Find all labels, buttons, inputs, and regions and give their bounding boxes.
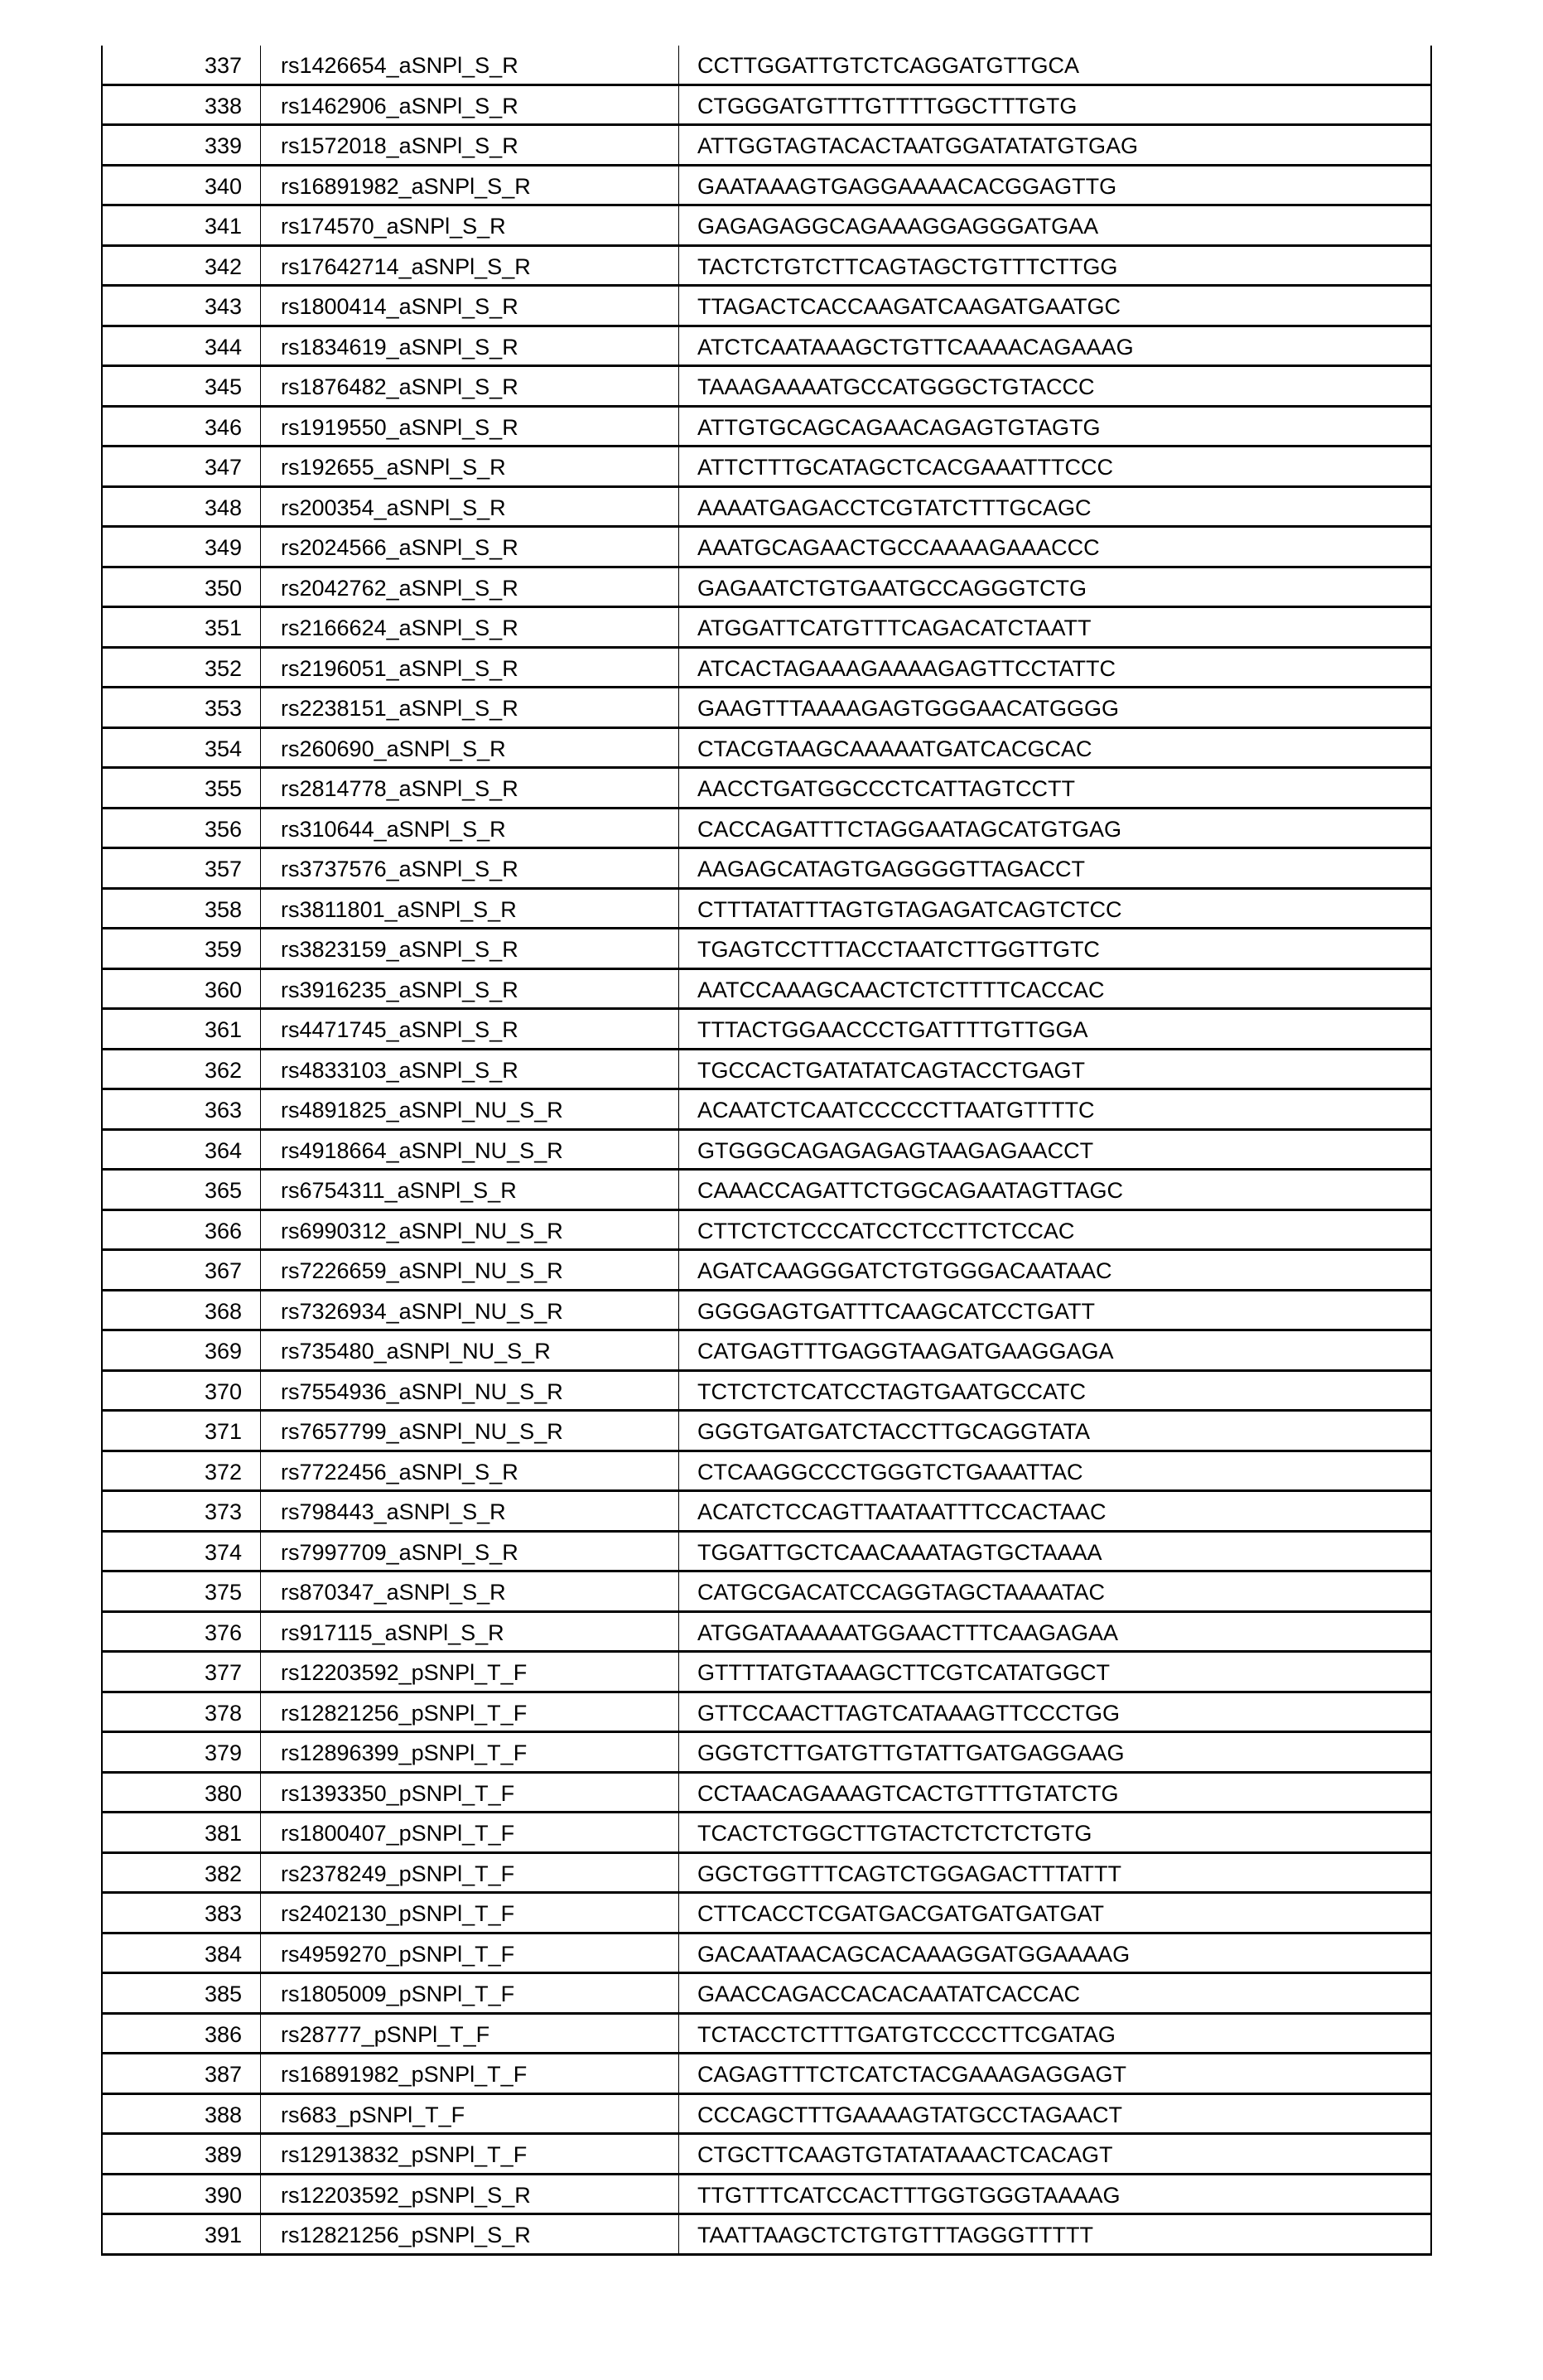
marker-name: rs2042762_aSNPl_S_R (261, 568, 679, 606)
table-row (103, 1452, 1430, 1493)
row-number: 367 (103, 1251, 261, 1289)
row-number: 359 (103, 929, 261, 968)
primer-sequence: TTTACTGGAACCCTGATTTTGTTGGA (679, 1010, 1430, 1048)
marker-name: rs192655_aSNPl_S_R (261, 447, 679, 485)
table-row (103, 1090, 1430, 1131)
primer-sequence: AACCTGATGGCCCTCATTAGTCCTT (679, 769, 1430, 807)
row-number: 342 (103, 247, 261, 285)
marker-name: rs798443_aSNPl_S_R (261, 1492, 679, 1530)
table-row (103, 1131, 1430, 1171)
row-number: 368 (103, 1291, 261, 1330)
row-number: 373 (103, 1492, 261, 1530)
table-row (103, 1372, 1430, 1412)
marker-name: rs12203592_pSNPl_S_R (261, 2175, 679, 2213)
table-row (103, 849, 1430, 890)
row-number: 379 (103, 1733, 261, 1771)
row-number: 341 (103, 206, 261, 244)
marker-name: rs200354_aSNPl_S_R (261, 488, 679, 526)
marker-name: rs16891982_pSNPl_T_F (261, 2054, 679, 2093)
marker-name: rs12203592_pSNPl_T_F (261, 1653, 679, 1691)
row-number: 354 (103, 729, 261, 767)
row-number: 370 (103, 1372, 261, 1410)
row-number: 345 (103, 367, 261, 405)
marker-name: rs1800414_aSNPl_S_R (261, 287, 679, 325)
row-number: 371 (103, 1412, 261, 1450)
primer-table (101, 46, 1432, 2256)
marker-name: rs2024566_aSNPl_S_R (261, 528, 679, 566)
primer-sequence: GAACCAGACCACACAATATCACCAC (679, 1974, 1430, 2012)
marker-name: rs1426654_aSNPl_S_R (261, 46, 679, 84)
marker-name: rs3916235_aSNPl_S_R (261, 970, 679, 1008)
primer-sequence: TGAGTCCTTTACCTAATCTTGGTTGTC (679, 929, 1430, 968)
marker-name: rs3823159_aSNPl_S_R (261, 929, 679, 968)
primer-sequence: ATGGATTCATGTTTCAGACATCTAATT (679, 608, 1430, 646)
row-number: 355 (103, 769, 261, 807)
table-row (103, 488, 1430, 529)
primer-sequence: ATTGGTAGTACACTAATGGATATATGTGAG (679, 126, 1430, 164)
table-row (103, 447, 1430, 488)
primer-sequence: CTCAAGGCCCTGGGTCTGAAATTAC (679, 1452, 1430, 1490)
row-number: 385 (103, 1974, 261, 2012)
table-row (103, 809, 1430, 850)
table-row (103, 1291, 1430, 1332)
marker-name: rs4471745_aSNPl_S_R (261, 1010, 679, 1048)
primer-sequence: CTGCTTCAAGTGTATATAAACTCACAGT (679, 2135, 1430, 2173)
row-number: 372 (103, 1452, 261, 1490)
table-row (103, 1813, 1430, 1854)
marker-name: rs1876482_aSNPl_S_R (261, 367, 679, 405)
marker-name: rs683_pSNPl_T_F (261, 2095, 679, 2133)
primer-sequence: CTACGTAAGCAAAAATGATCACGCAC (679, 729, 1430, 767)
table-row (103, 46, 1430, 86)
table-row (103, 890, 1430, 930)
row-number: 344 (103, 327, 261, 365)
row-number: 390 (103, 2175, 261, 2213)
marker-name: rs2814778_aSNPl_S_R (261, 769, 679, 807)
marker-name: rs3811801_aSNPl_S_R (261, 890, 679, 928)
primer-sequence: CATGCGACATCCAGGTAGCTAAAATAC (679, 1572, 1430, 1610)
primer-sequence: GACAATAACAGCACAAAGGATGGAAAAG (679, 1934, 1430, 1972)
marker-name: rs7657799_aSNPl_NU_S_R (261, 1412, 679, 1450)
row-number: 364 (103, 1131, 261, 1169)
table-row (103, 1572, 1430, 1613)
primer-sequence: TAAAGAAAATGCCATGGGCTGTACCC (679, 367, 1430, 405)
primer-sequence: GGGGAGTGATTTCAAGCATCCTGATT (679, 1291, 1430, 1330)
primer-sequence: TTAGACTCACCAAGATCAAGATGAATGC (679, 287, 1430, 325)
row-number: 361 (103, 1010, 261, 1048)
row-number: 382 (103, 1854, 261, 1892)
marker-name: rs6754311_aSNPl_S_R (261, 1171, 679, 1209)
marker-name: rs1834619_aSNPl_S_R (261, 327, 679, 365)
marker-name: rs2238151_aSNPl_S_R (261, 688, 679, 727)
primer-sequence: GGGTCTTGATGTTGTATTGATGAGGAAG (679, 1733, 1430, 1771)
row-number: 353 (103, 688, 261, 727)
row-number: 358 (103, 890, 261, 928)
row-number: 380 (103, 1774, 261, 1812)
row-number: 381 (103, 1813, 261, 1851)
primer-sequence: ATGGATAAAAATGGAACTTTCAAGAGAA (679, 1613, 1430, 1651)
primer-sequence: CTTCTCTCCCATCCTCCTTCTCCAC (679, 1211, 1430, 1249)
row-number: 350 (103, 568, 261, 606)
marker-name: rs4891825_aSNPl_NU_S_R (261, 1090, 679, 1128)
table-row (103, 2135, 1430, 2175)
table-row (103, 1412, 1430, 1452)
marker-name: rs870347_aSNPl_S_R (261, 1572, 679, 1610)
primer-sequence: GAAGTTTAAAAGAGTGGGAACATGGGG (679, 688, 1430, 727)
table-row (103, 1733, 1430, 1774)
primer-sequence: CCTTGGATTGTCTCAGGATGTTGCA (679, 46, 1430, 84)
marker-name: rs28777_pSNPl_T_F (261, 2015, 679, 2053)
primer-sequence: CCCAGCTTTGAAAAGTATGCCTAGAACT (679, 2095, 1430, 2133)
table-row (103, 2054, 1430, 2095)
primer-sequence: ATCACTAGAAAGAAAAGAGTTCCTATTC (679, 649, 1430, 687)
marker-name: rs4959270_pSNPl_T_F (261, 1934, 679, 1972)
primer-sequence: CAGAGTTTCTCATCTACGAAAGAGGAGT (679, 2054, 1430, 2093)
row-number: 374 (103, 1533, 261, 1571)
row-number: 376 (103, 1613, 261, 1651)
primer-sequence: CCTAACAGAAAGTCACTGTTTGTATCTG (679, 1774, 1430, 1812)
primer-sequence: TGCCACTGATATATCAGTACCTGAGT (679, 1050, 1430, 1089)
marker-name: rs17642714_aSNPl_S_R (261, 247, 679, 285)
table-row (103, 1492, 1430, 1533)
table-row (103, 1211, 1430, 1252)
primer-sequence: CTGGGATGTTTGTTTTGGCTTTGTG (679, 86, 1430, 124)
row-number: 386 (103, 2015, 261, 2053)
marker-name: rs1805009_pSNPl_T_F (261, 1974, 679, 2012)
primer-sequence: ACAATCTCAATCCCCCTTAATGTTTTC (679, 1090, 1430, 1128)
marker-name: rs12913832_pSNPl_T_F (261, 2135, 679, 2173)
marker-name: rs12896399_pSNPl_T_F (261, 1733, 679, 1771)
table-row (103, 688, 1430, 729)
row-number: 347 (103, 447, 261, 485)
table-row (103, 1331, 1430, 1372)
primer-sequence: GTTCCAACTTAGTCATAAAGTTCCCTGG (679, 1693, 1430, 1731)
table-row (103, 1050, 1430, 1091)
row-number: 369 (103, 1331, 261, 1369)
marker-name: rs1393350_pSNPl_T_F (261, 1774, 679, 1812)
row-number: 375 (103, 1572, 261, 1610)
table-row (103, 408, 1430, 448)
row-number: 383 (103, 1894, 261, 1932)
row-number: 360 (103, 970, 261, 1008)
marker-name: rs917115_aSNPl_S_R (261, 1613, 679, 1651)
marker-name: rs6990312_aSNPl_NU_S_R (261, 1211, 679, 1249)
primer-sequence: TCTCTCTCATCCTAGTGAATGCCATC (679, 1372, 1430, 1410)
marker-name: rs2402130_pSNPl_T_F (261, 1894, 679, 1932)
marker-name: rs1800407_pSNPl_T_F (261, 1813, 679, 1851)
row-number: 391 (103, 2215, 261, 2253)
primer-sequence: GTGGGCAGAGAGAGTAAGAGAACCT (679, 1131, 1430, 1169)
primer-sequence: AGATCAAGGGATCTGTGGGACAATAAC (679, 1251, 1430, 1289)
marker-name: rs2166624_aSNPl_S_R (261, 608, 679, 646)
marker-name: rs7722456_aSNPl_S_R (261, 1452, 679, 1490)
primer-sequence: GTTTTATGTAAAGCTTCGTCATATGGCT (679, 1653, 1430, 1691)
row-number: 340 (103, 167, 261, 205)
table-row (103, 729, 1430, 770)
row-number: 388 (103, 2095, 261, 2133)
marker-name: rs7326934_aSNPl_NU_S_R (261, 1291, 679, 1330)
marker-name: rs4833103_aSNPl_S_R (261, 1050, 679, 1089)
marker-name: rs2196051_aSNPl_S_R (261, 649, 679, 687)
table-row (103, 970, 1430, 1011)
table-row (103, 327, 1430, 368)
primer-sequence: TACTCTGTCTTCAGTAGCTGTTTCTTGG (679, 247, 1430, 285)
table-row (103, 1171, 1430, 1211)
row-number: 362 (103, 1050, 261, 1089)
primer-sequence: GAATAAAGTGAGGAAAACACGGAGTTG (679, 167, 1430, 205)
table-row (103, 1974, 1430, 2015)
marker-name: rs4918664_aSNPl_NU_S_R (261, 1131, 679, 1169)
marker-name: rs16891982_aSNPl_S_R (261, 167, 679, 205)
table-row (103, 769, 1430, 809)
primer-sequence: ATTCTTTGCATAGCTCACGAAATTTCCC (679, 447, 1430, 485)
row-number: 389 (103, 2135, 261, 2173)
row-number: 366 (103, 1211, 261, 1249)
primer-sequence: ACATCTCCAGTTAATAATTTCCACTAAC (679, 1492, 1430, 1530)
table-row (103, 1653, 1430, 1693)
row-number: 349 (103, 528, 261, 566)
table-row (103, 126, 1430, 167)
table-row (103, 568, 1430, 609)
table-row (103, 1934, 1430, 1975)
row-number: 346 (103, 408, 261, 446)
marker-name: rs3737576_aSNPl_S_R (261, 849, 679, 887)
marker-name: rs174570_aSNPl_S_R (261, 206, 679, 244)
row-number: 343 (103, 287, 261, 325)
row-number: 351 (103, 608, 261, 646)
marker-name: rs2378249_pSNPl_T_F (261, 1854, 679, 1892)
primer-sequence: AAGAGCATAGTGAGGGGTTAGACCT (679, 849, 1430, 887)
table-row (103, 2095, 1430, 2136)
primer-sequence: TCTACCTCTTTGATGTCCCCTTCGATAG (679, 2015, 1430, 2053)
table-row (103, 929, 1430, 970)
primer-sequence: TTGTTTCATCCACTTTGGTGGGTAAAAG (679, 2175, 1430, 2213)
table-row (103, 206, 1430, 247)
primer-sequence: AAAATGAGACCTCGTATCTTTGCAGC (679, 488, 1430, 526)
table-row (103, 1693, 1430, 1734)
row-number: 348 (103, 488, 261, 526)
row-number: 377 (103, 1653, 261, 1691)
table-row (103, 1854, 1430, 1895)
table-row (103, 1894, 1430, 1934)
row-number: 338 (103, 86, 261, 124)
table-row (103, 649, 1430, 689)
marker-name: rs735480_aSNPl_NU_S_R (261, 1331, 679, 1369)
table-row (103, 167, 1430, 207)
table-row (103, 2015, 1430, 2055)
row-number: 352 (103, 649, 261, 687)
primer-sequence: CAAACCAGATTCTGGCAGAATAGTTAGC (679, 1171, 1430, 1209)
table-row (103, 1774, 1430, 1814)
primer-sequence: GAGAGAGGCAGAAAGGAGGGATGAA (679, 206, 1430, 244)
marker-name: rs7226659_aSNPl_NU_S_R (261, 1251, 679, 1289)
primer-sequence: AAATGCAGAACTGCCAAAAGAAACCC (679, 528, 1430, 566)
row-number: 384 (103, 1934, 261, 1972)
marker-name: rs1462906_aSNPl_S_R (261, 86, 679, 124)
primer-sequence: CATGAGTTTGAGGTAAGATGAAGGAGA (679, 1331, 1430, 1369)
table-row (103, 2215, 1430, 2256)
primer-sequence: CTTCACCTCGATGACGATGATGATGAT (679, 1894, 1430, 1932)
table-row (103, 1251, 1430, 1291)
row-number: 356 (103, 809, 261, 847)
primer-sequence: TAATTAAGCTCTGTGTTTAGGGTTTTT (679, 2215, 1430, 2253)
table-row (103, 2175, 1430, 2216)
table-row (103, 1533, 1430, 1573)
row-number: 339 (103, 126, 261, 164)
primer-sequence: CACCAGATTTCTAGGAATAGCATGTGAG (679, 809, 1430, 847)
table-row (103, 528, 1430, 568)
primer-sequence: TCACTCTGGCTTGTACTCTCTCTGTG (679, 1813, 1430, 1851)
primer-sequence: AATCCAAAGCAACTCTCTTTTCACCAC (679, 970, 1430, 1008)
primer-sequence: GGGTGATGATCTACCTTGCAGGTATA (679, 1412, 1430, 1450)
table-row (103, 86, 1430, 127)
row-number: 337 (103, 46, 261, 84)
table-row (103, 1010, 1430, 1050)
table-row (103, 1613, 1430, 1653)
primer-sequence: ATCTCAATAAAGCTGTTCAAAACAGAAAG (679, 327, 1430, 365)
marker-name: rs12821256_pSNPl_T_F (261, 1693, 679, 1731)
row-number: 357 (103, 849, 261, 887)
marker-name: rs7554936_aSNPl_NU_S_R (261, 1372, 679, 1410)
marker-name: rs1919550_aSNPl_S_R (261, 408, 679, 446)
table-row (103, 608, 1430, 649)
primer-sequence: GGCTGGTTTCAGTCTGGAGACTTTATTT (679, 1854, 1430, 1892)
marker-name: rs1572018_aSNPl_S_R (261, 126, 679, 164)
row-number: 365 (103, 1171, 261, 1209)
primer-sequence: GAGAATCTGTGAATGCCAGGGTCTG (679, 568, 1430, 606)
row-number: 378 (103, 1693, 261, 1731)
primer-sequence: ATTGTGCAGCAGAACAGAGTGTAGTG (679, 408, 1430, 446)
table-row (103, 367, 1430, 408)
marker-name: rs12821256_pSNPl_S_R (261, 2215, 679, 2253)
primer-sequence: CTTTATATTTAGTGTAGAGATCAGTCTCC (679, 890, 1430, 928)
row-number: 387 (103, 2054, 261, 2093)
marker-name: rs310644_aSNPl_S_R (261, 809, 679, 847)
marker-name: rs7997709_aSNPl_S_R (261, 1533, 679, 1571)
row-number: 363 (103, 1090, 261, 1128)
table-row (103, 287, 1430, 327)
table-row (103, 247, 1430, 287)
primer-sequence: TGGATTGCTCAACAAATAGTGCTAAAA (679, 1533, 1430, 1571)
marker-name: rs260690_aSNPl_S_R (261, 729, 679, 767)
